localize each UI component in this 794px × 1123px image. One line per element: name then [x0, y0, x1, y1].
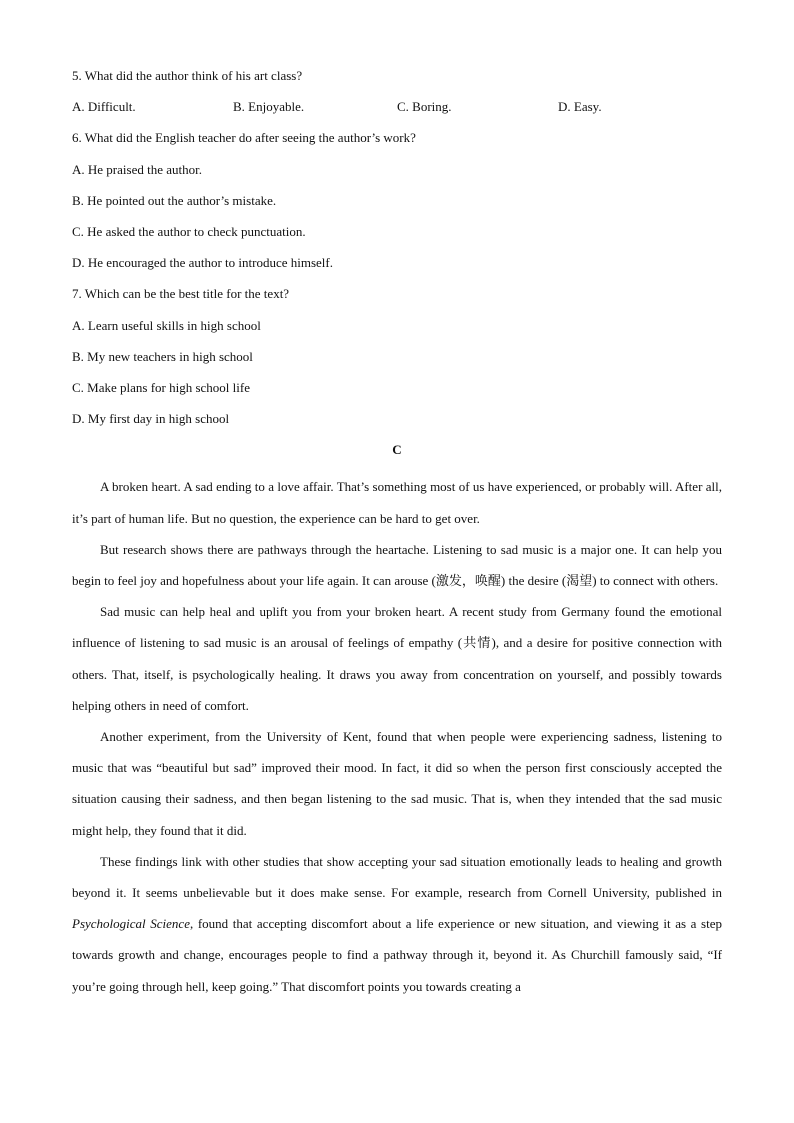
question-5-option-a: A. Difficult.	[72, 99, 136, 115]
question-6-option-b: B. He pointed out the author’s mistake.	[72, 192, 277, 208]
question-7-option-c: C. Make plans for high school life	[72, 379, 250, 395]
question-7-option-a: A. Learn useful skills in high school	[72, 317, 261, 333]
question-6-option-c: C. He asked the author to check punctuation.	[72, 223, 306, 239]
passage-paragraph-1: A broken heart. A sad ending to a love affair. That’s something most of us have experienced, or probably will. After all, it’s part of human life. But no question, the experience can be hard to get over.	[72, 479, 722, 526]
question-6-option-a: A. He praised the author.	[72, 161, 202, 177]
section-label: C	[392, 442, 402, 458]
passage-paragraph-4: Another experiment, from the University of Kent, found that when people were experiencing sadness, listening to music that was “beautiful but sad” improved their mood. In fact, it did so when the person first consciously accepted the situation causing their sadness, and then began listening to the sad music. That is, when they intended that the sad music might help, they found that it did.	[72, 729, 722, 838]
question-5-option-b: B. Enjoyable.	[233, 99, 305, 115]
question-5-stem: 5. What did the author think of his art class?	[72, 68, 303, 83]
question-7-option-b: B. My new teachers in high school	[72, 348, 253, 364]
passage-paragraph-2: But research shows there are pathways through the heartache. Listening to sad music is a major one. It can help you begin to feel joy and hopefulness about your life again. It can arouse (激发，唤醒) the desire (渴望) to connect with others.	[72, 541, 722, 589]
document-page	[72, 66, 722, 1002]
passage-paragraph-3: Sad music can help heal and uplift you from your broken heart. A recent study from Germany found the emotional influence of listening to sad music is an arousal of feelings of empathy (共情), and a desire for positive connection with others. That, itself, is psychologically healing. It draws you away from concentration on yourself, and possibly towards helping others in need of comfort.	[72, 604, 722, 713]
journal-title: Psychological Science	[72, 916, 190, 932]
question-5-option-d: D. Easy.	[558, 99, 602, 115]
passage-paragraph-5	[72, 846, 722, 1002]
question-7-option-d: D. My first day in high school	[72, 411, 230, 427]
question-6-stem: 6. What did the English teacher do after seeing the author’s work?	[72, 130, 416, 146]
paragraph-5-text-before: These findings link with other studies that show accepting your sad situation emotionally leads to healing and growth beyond it. It seems unbelievable but it does make sense. For example, research from Cornell University, published in	[72, 853, 722, 901]
question-5-option-c: C. Boring.	[397, 99, 452, 115]
question-7-stem: 7. Which can be the best title for the text?	[72, 286, 290, 302]
question-5-options	[72, 97, 722, 128]
question-6-option-d: D. He encouraged the author to introduce himself.	[72, 255, 333, 271]
paragraph-5-text-after: , found that accepting discomfort about a life experience or new situation, and viewing it as a step towards growth and change, encourages people to find a pathway through it, beyond it. As Churchill famously said, “If you’re going through hell, keep going.” That discomfort points you towards creating a	[72, 916, 722, 994]
